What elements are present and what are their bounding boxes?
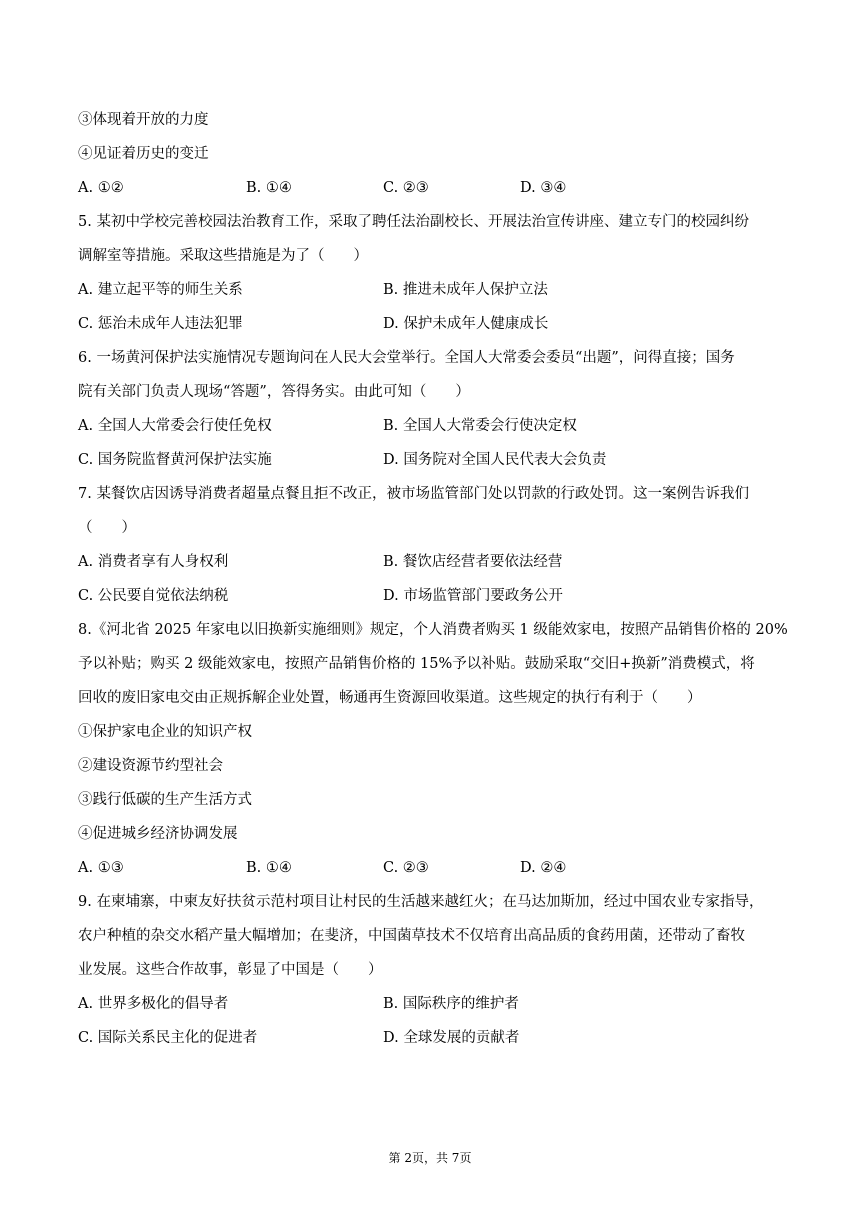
- q5-option-a: A. 建立起平等的师生关系: [78, 282, 243, 298]
- q8-statement-1: ①保护家电企业的知识产权: [78, 724, 252, 740]
- q9-stem-line-2: 农户种植的杂交水稻产量大幅增加；在斐济，中国菌草技术不仅培育出高品质的食药用菌，还带动了畜牧: [78, 928, 745, 944]
- q9-option-d: D. 全球发展的贡献者: [383, 1030, 520, 1046]
- q5-option-c: C. 惩治未成年人违法犯罪: [78, 316, 243, 332]
- q6-stem-line-1: 6. 一场黄河保护法实施情况专题询问在人民大会堂举行。全国人大常委会委员“出题”，问得直接；国务: [78, 350, 735, 366]
- q9-option-b: B. 国际秩序的维护者: [383, 996, 519, 1012]
- q7-option-d: D. 市场监管部门要政务公开: [383, 588, 563, 604]
- q4-option-a: A. ①②: [78, 180, 124, 196]
- q4-option-b: B. ①④: [246, 180, 292, 196]
- q7-option-b: B. 餐饮店经营者要依法经营: [383, 554, 563, 570]
- q6-option-b: B. 全国人大常委会行使决定权: [383, 418, 577, 434]
- q6-option-d: D. 国务院对全国人民代表大会负责: [383, 452, 607, 468]
- q4-option-d: D. ③④: [520, 180, 567, 196]
- q5-option-d: D. 保护未成年人健康成长: [383, 316, 549, 332]
- q9-stem-line-3: 业发展。这些合作故事，彰显了中国是（ ）: [78, 962, 383, 978]
- page-footer: 第 2页，共 7页: [388, 1151, 472, 1165]
- q8-option-c: C. ②③: [383, 860, 429, 876]
- q6-option-a: A. 全国人大常委会行使任免权: [78, 418, 272, 434]
- q8-option-a: A. ①③: [78, 860, 124, 876]
- q5-stem-line-2: 调解室等措施。采取这些措施是为了（ ）: [78, 248, 368, 264]
- q8-statement-4: ④促进城乡经济协调发展: [78, 826, 238, 842]
- q8-stem-line-1: 8.《河北省 2025 年家电以旧换新实施细则》规定，个人消费者购买 1 级能效家电，按照产品销售价格的 20%: [78, 622, 788, 638]
- q7-stem-line-1: 7. 某餐饮店因诱导消费者超量点餐且拒不改正，被市场监管部门处以罚款的行政处罚。这一案例告诉我们: [78, 486, 749, 502]
- q8-stem-line-2: 予以补贴；购买 2 级能效家电，按照产品销售价格的 15%予以补贴。鼓励采取“交旧+换新”消费模式，将: [78, 656, 755, 672]
- q6-stem-line-2: 院有关部门负责人现场“答题”，答得务实。由此可知（ ）: [78, 384, 470, 400]
- q8-statement-2: ②建设资源节约型社会: [78, 758, 223, 774]
- q9-option-c: C. 国际关系民主化的促进者: [78, 1030, 258, 1046]
- q9-stem-line-1: 9. 在柬埔寨，中柬友好扶贫示范村项目让村民的生活越来越红火；在马达加斯加，经过中国农业专家指导，: [78, 894, 764, 910]
- q8-stem-line-3: 回收的废旧家电交由正规拆解企业处置，畅通再生资源回收渠道。这些规定的执行有利于（ ）: [78, 690, 702, 706]
- q7-option-c: C. 公民要自觉依法纳税: [78, 588, 229, 604]
- q4-statement-3: ③体现着开放的力度: [78, 112, 209, 128]
- q7-option-a: A. 消费者享有人身权利: [78, 554, 229, 570]
- q4-statement-4: ④见证着历史的变迁: [78, 146, 209, 162]
- q6-option-c: C. 国务院监督黄河保护法实施: [78, 452, 272, 468]
- q8-option-d: D. ②④: [520, 860, 567, 876]
- q4-option-c: C. ②③: [383, 180, 429, 196]
- q8-option-b: B. ①④: [246, 860, 292, 876]
- q9-option-a: A. 世界多极化的倡导者: [78, 996, 229, 1012]
- q7-stem-line-2: （ ）: [78, 520, 136, 536]
- q8-statement-3: ③践行低碳的生产生活方式: [78, 792, 252, 808]
- q5-option-b: B. 推进未成年人保护立法: [383, 282, 548, 298]
- q5-stem-line-1: 5. 某初中学校完善校园法治教育工作，采取了聘任法治副校长、开展法治宣传讲座、建立专门的校园纠纷: [78, 214, 749, 230]
